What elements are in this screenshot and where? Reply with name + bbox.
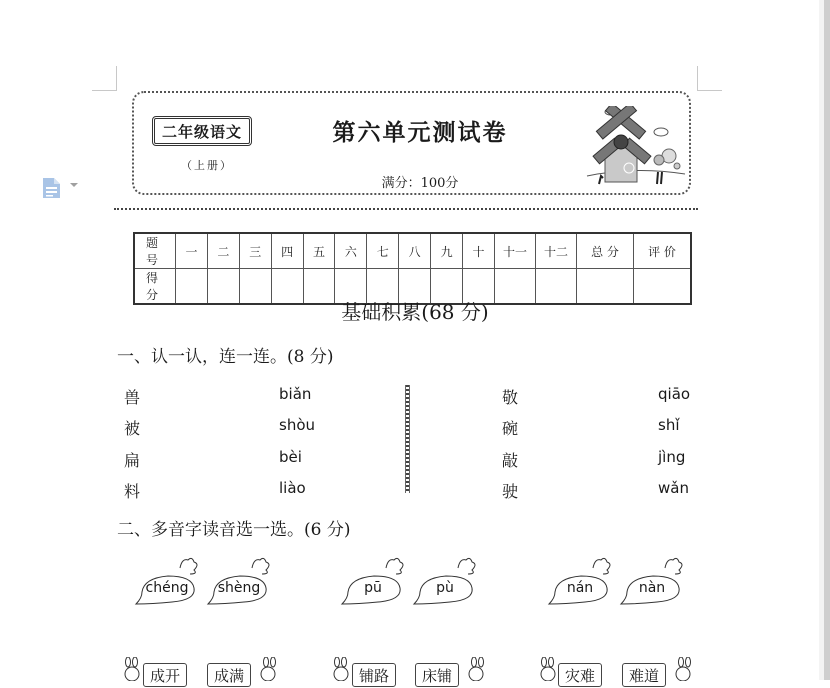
table-header-cell: 题 号	[134, 233, 176, 269]
bunny-icon	[464, 657, 488, 681]
crop-mark-top-right	[697, 66, 722, 91]
pinyin-item: wǎn	[658, 479, 689, 497]
table-header-cell: 二	[207, 233, 239, 269]
table-header-cell: 六	[335, 233, 367, 269]
table-header-cell: 评 价	[634, 233, 692, 269]
section-title: 基础积累(68 分)	[341, 300, 489, 324]
pinyin-item: qiāo	[658, 385, 691, 403]
table-header-cell: 五	[303, 233, 335, 269]
radish-option	[410, 556, 480, 608]
table-header-cell: 十	[463, 233, 495, 269]
radish-option	[617, 556, 687, 608]
table-header-cell: 八	[399, 233, 431, 269]
radish-option	[204, 556, 274, 608]
table-header-cell: 十一	[495, 233, 536, 269]
table-row-label: 得 分	[134, 269, 176, 305]
reading-label: shèng	[217, 580, 261, 596]
bunny-icon	[256, 657, 280, 681]
word-box: 铺路	[352, 663, 396, 687]
pinyin-item: bèi	[279, 448, 302, 466]
word-box: 床铺	[415, 663, 459, 687]
vertical-scrollbar[interactable]	[824, 0, 830, 680]
hanzi-item: 敬	[502, 388, 519, 407]
radish-option	[132, 556, 202, 608]
reading-label: nàn	[638, 580, 666, 596]
volume-label: （上册）	[181, 159, 233, 172]
table-header-cell: 三	[239, 233, 271, 269]
table-header-cell: 十二	[536, 233, 577, 269]
reading-label: chéng	[145, 580, 189, 596]
reading-label: nán	[566, 580, 594, 596]
word-box: 灾难	[558, 663, 602, 687]
chevron-down-icon[interactable]	[70, 183, 78, 187]
hanzi-item: 兽	[124, 388, 141, 407]
pinyin-item: biǎn	[279, 385, 312, 403]
table-header-cell: 四	[271, 233, 303, 269]
bunny-icon	[121, 657, 145, 681]
table-header-cell: 九	[431, 233, 463, 269]
question-1-title: 一、认一认，连一连。(8 分)	[117, 347, 334, 367]
hanzi-item: 驶	[502, 482, 519, 501]
score-table	[133, 232, 692, 305]
pinyin-item: jìng	[658, 448, 686, 466]
radish-option	[545, 556, 615, 608]
dotted-divider	[114, 208, 698, 212]
document-layout-icon[interactable]	[42, 177, 62, 199]
pinyin-item: liào	[279, 479, 306, 497]
word-box: 成满	[207, 663, 251, 687]
table-row-question-numbers	[134, 233, 691, 269]
question-2-title: 二、多音字读音选一选。(6 分)	[117, 520, 351, 540]
pinyin-item: shòu	[279, 416, 316, 434]
chain-divider	[405, 385, 410, 493]
full-score: 满分：100分	[381, 176, 459, 191]
hanzi-item: 料	[124, 482, 141, 501]
table-header-cell: 一	[176, 233, 208, 269]
word-box: 成开	[143, 663, 187, 687]
hanzi-item: 敲	[502, 451, 519, 470]
hanzi-item: 碗	[502, 419, 519, 438]
table-header-cell: 七	[367, 233, 399, 269]
exam-title: 第六单元测试卷	[332, 120, 508, 146]
grade-label: 二年级语文	[152, 116, 252, 146]
hanzi-item: 扁	[124, 451, 141, 470]
crop-mark-top-left	[92, 66, 117, 91]
windmill-illustration	[585, 106, 691, 190]
hanzi-item: 被	[124, 419, 141, 438]
bunny-icon	[671, 657, 695, 681]
reading-label: pū	[364, 580, 382, 596]
radish-option	[338, 556, 408, 608]
word-box: 难道	[622, 663, 666, 687]
bunny-icon	[330, 657, 354, 681]
reading-label: pù	[436, 580, 454, 596]
table-header-cell: 总 分	[577, 233, 634, 269]
pinyin-item: shǐ	[658, 416, 680, 434]
